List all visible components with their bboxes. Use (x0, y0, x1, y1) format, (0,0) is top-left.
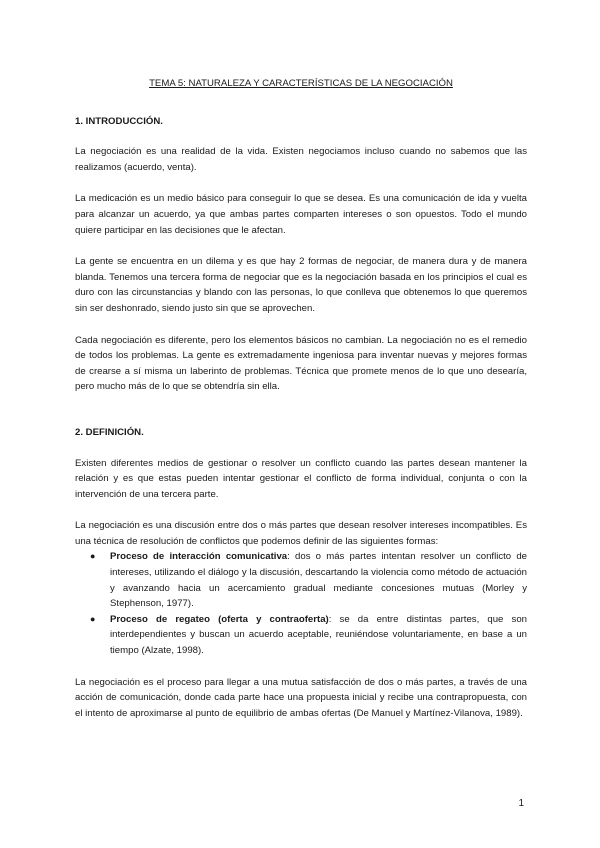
intro-paragraph-3: La gente se encuentra en un dilema y es que hay 2 formas de negociar, de manera dura y de manera blanda. Tenemos una tercera forma de negociar que es la negociación basada en los principios el cual es duro con las circunstancias y blando con las personas, lo que conlleva que obtenemos lo que queremos sin ser deshonrado, siendo justo sin que se aprovechen. (75, 256, 527, 314)
document-title: TEMA 5: NATURALEZA Y CARACTERÍSTICAS DE LA NEGOCIACIÓN (149, 78, 453, 89)
definition-closing-paragraph: La negociación es el proceso para llegar a una mutua satisfacción de dos o más partes, a través de una acción de comunicación, donde cada parte hace una propuesta inicial y recibe una contrapropuesta, con el intento de aproximarse al punto de equilibrio de ambas ofertas (De Manuel y Martínez-Vilanova, 1989). (75, 676, 527, 719)
intro-paragraph-4: Cada negociación es diferente, pero los elementos básicos no cambian. La negociación no es el remedio de todos los problemas. La gente es extremadamente ingeniosa para inventar nuevas y mejores formas de crearse a sí misma un laberinto de problemas. Técnica que promete menos de lo que uno desearía, pero mucho más de lo que se obtendría sin ella. (75, 334, 527, 393)
bullet-text: : se da entre distintas partes, que son interdependientes y buscan un acuerdo aceptable, reuniéndose voluntariamente, en base a un tiempo (Alzate, 1998). (110, 613, 527, 657)
bullet-dot-icon: ● (90, 551, 96, 562)
section-heading-introduccion: 1. INTRODUCCIÓN. (75, 115, 163, 127)
intro-paragraph-1: La negociación es una realidad de la vida. Existen negociamos incluso cuando no sabemos que las realizamos (acuerdo, venta). (75, 146, 527, 173)
page-number: 1 (518, 798, 524, 809)
section-heading-definicion: 2. DEFINICIÓN. (75, 426, 144, 438)
definition-bullet-list (75, 549, 527, 658)
bullet-item-interaccion (75, 549, 527, 611)
bullet-term: Proceso de regateo (oferta y contraoferta) (110, 613, 329, 625)
bullet-text: : dos o más partes intentan resolver un conflicto de intereses, utilizando el diálogo y la discusión, descartando la violencia como método de actuación y avanzando hacia un acercamiento gradual mediante concesiones mutuas (Morley y Stephenson, 1977). (110, 551, 527, 610)
definition-paragraph-2: La negociación es una discusión entre dos o más partes que desean resolver intereses incompatibles. Es una técnica de resolución de conflictos que podemos definir de las siguientes formas: (75, 520, 527, 547)
bullet-item-regateo (75, 612, 527, 659)
document-body (75, 76, 527, 737)
intro-paragraph-2: La medicación es un medio básico para conseguir lo que se desea. Es una comunicación de ida y vuelta para alcanzar un acuerdo, ya que ambas partes comparten intereses o son opuestos. Todo el mundo quiere participar en las decisiones que le afectan. (75, 193, 527, 236)
section-spacer (75, 411, 527, 425)
definition-paragraph-1: Existen diferentes medios de gestionar o resolver un conflicto cuando las partes desean mantener la relación y es que estas pueden intentar gestionar el conflicto de forma individual, conjunta o con la intervención de una tercera parte. (75, 457, 527, 500)
bullet-dot-icon: ● (90, 613, 96, 624)
bullet-term: Proceso de interacción comunicativa (110, 551, 288, 563)
